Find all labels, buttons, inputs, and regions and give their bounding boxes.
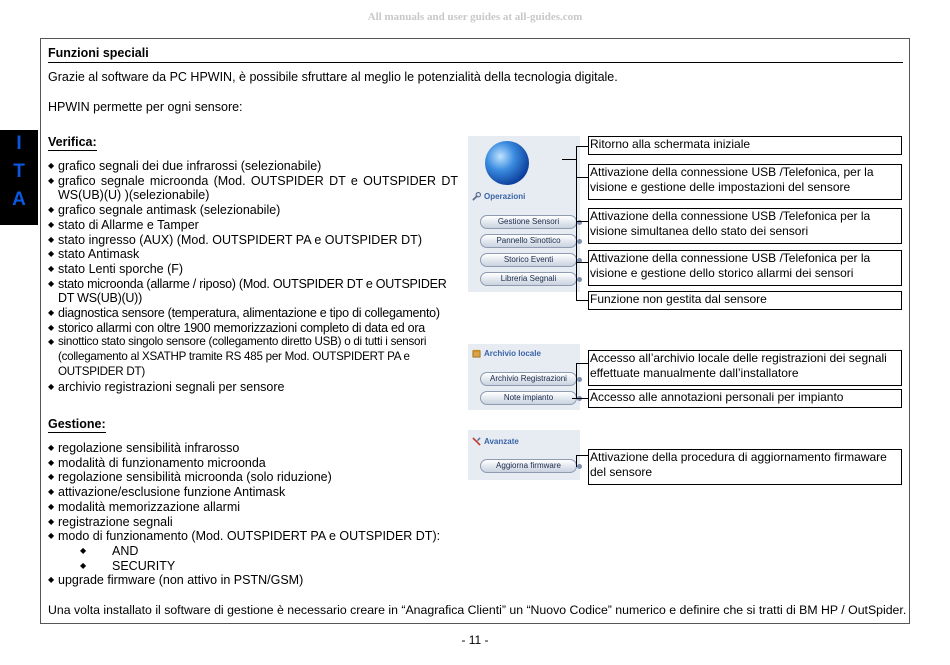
connector-line bbox=[576, 363, 588, 364]
operazioni-panel-label: Operazioni bbox=[484, 192, 526, 201]
list-item: ◆ grafico segnali dei due infrarossi (selezionabile) bbox=[48, 159, 458, 174]
archivio-locale-panel-heading bbox=[470, 346, 541, 361]
page-number: - 11 - bbox=[461, 633, 489, 647]
list-item: ◆ modo di funzionamento (Mod. OUTSPIDERT PA e OUTSPIDER DT): bbox=[48, 529, 458, 544]
intro-lead: HPWIN permette per ogni sensore: bbox=[48, 100, 243, 114]
list-sub-item: ◆ AND bbox=[48, 544, 458, 559]
list-item: ◆ diagnostica sensore (temperatura, alimentazione e tipo di collegamento) bbox=[48, 306, 458, 321]
callout-aggiorna-firmware: Attivazione della procedura di aggiornamento firmaware del sensore bbox=[588, 449, 902, 485]
globe-icon[interactable] bbox=[485, 141, 529, 185]
tools-icon bbox=[472, 437, 481, 446]
wrench-icon bbox=[472, 192, 481, 201]
list-item: ◆ regolazione sensibilità microonda (solo riduzione) bbox=[48, 470, 458, 485]
list-sub-item: ◆ SECURITY bbox=[48, 559, 458, 574]
list-item: ◆ grafico segnale microonda (Mod. OUTSPIDER DT e OUTSPIDER DT WS(UB)(U) )(selezionabile) bbox=[48, 174, 458, 203]
intro-paragraph: Grazie al software da PC HPWIN, è possibile sfruttare al meglio le potenzialità della tecnologia digitale. bbox=[48, 70, 618, 84]
storico-eventi-button[interactable]: Storico Eventi bbox=[480, 253, 577, 267]
list-item: ◆ archivio registrazioni segnali per sensore bbox=[48, 380, 458, 395]
closing-paragraph: Una volta installato il software di gestione è necessario creare in “Anagrafica Clienti” un “Nuovo Codice” numerico e definire che si tratti di BM HP / OutSpider. bbox=[48, 603, 907, 617]
list-item: ◆ attivazione/esclusione funzione Antimask bbox=[48, 485, 458, 500]
list-item: ◆ upgrade firmware (non attivo in PSTN/GSM) bbox=[48, 573, 458, 588]
connector-line bbox=[576, 221, 588, 222]
list-item: ◆ sinottico stato singolo sensore (collegamento diretto USB) o di tutti i sensori (collegamento al XSATHP tramite RS 485 per Mod. OUTSPIDERT PA e OUTSPIDER DT) bbox=[48, 335, 458, 379]
callout-libreria-segnali: Funzione non gestita dal sensore bbox=[588, 291, 902, 310]
callout-archivio-registrazioni: Accesso all’archivio locale delle registrazioni dei segnali effettuate manualmente dall’installatore bbox=[588, 350, 902, 386]
language-tab-letter-a: A bbox=[12, 189, 26, 210]
list-item: ◆ modalità memorizzazione allarmi bbox=[48, 500, 458, 515]
section-title-rule bbox=[48, 62, 903, 63]
watermark: All manuals and user guides at all-guides.com bbox=[367, 11, 583, 23]
language-tab bbox=[0, 130, 38, 225]
archivio-registrazioni-button[interactable]: Archivio Registrazioni bbox=[480, 372, 577, 386]
archivio-locale-panel-label: Archivio locale bbox=[484, 349, 541, 358]
pannello-sinottico-button[interactable]: Pannello Sinottico bbox=[480, 234, 577, 248]
list-item: ◆ modalità di funzionamento microonda bbox=[48, 456, 458, 471]
avanzate-panel bbox=[468, 430, 580, 480]
gestione-heading: Gestione: bbox=[48, 417, 106, 431]
connector-line bbox=[562, 159, 576, 160]
section-title: Funzioni speciali bbox=[48, 46, 149, 60]
connector-line bbox=[576, 363, 577, 398]
connector-line bbox=[572, 398, 588, 399]
connector-line bbox=[576, 455, 588, 456]
list-item: ◆ stato di Allarme e Tamper bbox=[48, 218, 458, 233]
gestione-list bbox=[48, 441, 458, 588]
list-item: ◆ stato Lenti sporche (F) bbox=[48, 262, 458, 277]
list-item: ◆ storico allarmi con oltre 1900 memorizzazioni completo di data ed ora bbox=[48, 321, 458, 336]
verifica-list bbox=[48, 159, 458, 394]
connector-line bbox=[576, 455, 577, 467]
callout-pannello-sinottico: Attivazione della connessione USB /Telefonica per la visione simultanea dello stato dei sensori bbox=[588, 208, 902, 244]
list-item: ◆ registrazione segnali bbox=[48, 515, 458, 530]
list-item: ◆ stato ingresso (AUX) (Mod. OUTSPIDERT PA e OUTSPIDER DT) bbox=[48, 233, 458, 248]
note-impianto-button[interactable]: Note impianto bbox=[480, 391, 577, 405]
connector-line bbox=[576, 177, 588, 178]
gestione-sensori-button[interactable]: Gestione Sensori bbox=[480, 215, 577, 229]
language-tab-letter-i: I bbox=[16, 133, 22, 154]
list-item: ◆ grafico segnale antimask (selezionabile) bbox=[48, 203, 458, 218]
callout-storico-eventi: Attivazione della connessione USB /Telefonica per la visione e gestione dello storico allarmi dei sensori bbox=[588, 250, 902, 286]
avanzate-panel-label: Avanzate bbox=[484, 437, 519, 446]
list-item: ◆ stato Antimask bbox=[48, 247, 458, 262]
archivio-locale-panel bbox=[468, 344, 580, 410]
callout-note-impianto: Accesso alle annotazioni personali per impianto bbox=[588, 389, 902, 408]
language-tab-letter-t: T bbox=[13, 161, 25, 182]
libreria-segnali-button[interactable]: Libreria Segnali bbox=[480, 272, 577, 286]
connector-line bbox=[576, 300, 588, 301]
aggiorna-firmware-button[interactable]: Aggiorna firmware bbox=[480, 459, 577, 473]
archive-icon bbox=[472, 349, 481, 358]
list-item: ◆ regolazione sensibilità infrarosso bbox=[48, 441, 458, 456]
callout-gestione-sensori: Attivazione della connessione USB /Telefonica, per la visione e gestione delle impostazioni del sensore bbox=[588, 164, 902, 200]
connector-line bbox=[576, 146, 588, 147]
connector-line bbox=[576, 146, 577, 300]
connector-line bbox=[576, 262, 588, 263]
avanzate-panel-heading bbox=[470, 434, 519, 449]
list-item: ◆ stato microonda (allarme / riposo) (Mod. OUTSPIDER DT e OUTSPIDER DT WS(UB)(U)) bbox=[48, 277, 458, 306]
operazioni-panel-heading bbox=[470, 189, 525, 204]
verifica-heading: Verifica: bbox=[48, 135, 97, 149]
callout-home: Ritorno alla schermata iniziale bbox=[588, 136, 902, 155]
